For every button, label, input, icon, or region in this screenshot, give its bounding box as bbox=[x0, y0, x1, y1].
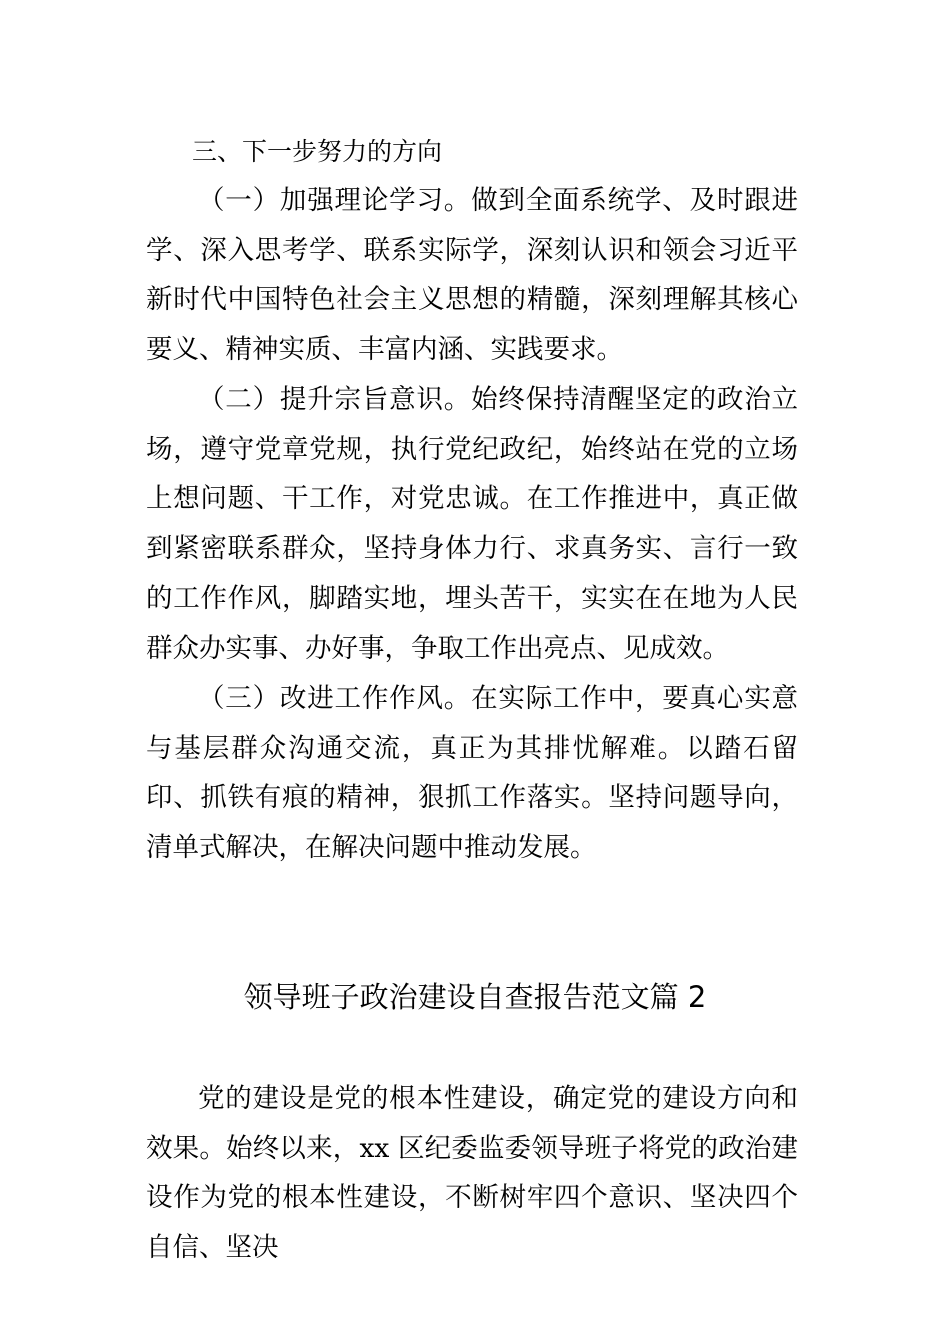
paragraph-party-building-intro: 党的建设是党的根本性建设，确定党的建设方向和效果。始终以来，xx 区纪委监委领导班子将党的政治建设作为党的根本性建设，不断树牢四个意识、坚决四个自信、坚决 bbox=[146, 1083, 798, 1264]
section-heading: 三、下一步努力的方向 bbox=[192, 137, 443, 166]
article-title: 领导班子政治建设自查报告范文篇 2 bbox=[243, 980, 707, 1014]
paragraph-improve-purpose-awareness: （二）提升宗旨意识。始终保持清醒坚定的政治立场，遵守党章党规，执行党纪政纪，始终站在党的立场上想问题、干工作，对党忠诚。在工作推进中，真正做到紧密联系群众，坚持身体力行、求真务实、言行一致的工作作风，脚踏实地，埋头苦干，实实在在地为人民群众办实事、办好事，争取工作出亮点、见成效。 bbox=[146, 384, 798, 664]
paragraph-strengthen-theory-study: （一）加强理论学习。做到全面系统学、及时跟进学、深入思考学、联系实际学，深刻认识和领会习近平新时代中国特色社会主义思想的精髓，深刻理解其核心要义、精神实质、丰富内涵、实践要求。 bbox=[146, 185, 798, 366]
paragraph-improve-work-style: （三）改进工作作风。在实际工作中，要真心实意与基层群众沟通交流，真正为其排忧解难。以踏石留印、抓铁有痕的精神，狠抓工作落实。坚持问题导向，清单式解决，在解决问题中推动发展。 bbox=[146, 683, 798, 864]
